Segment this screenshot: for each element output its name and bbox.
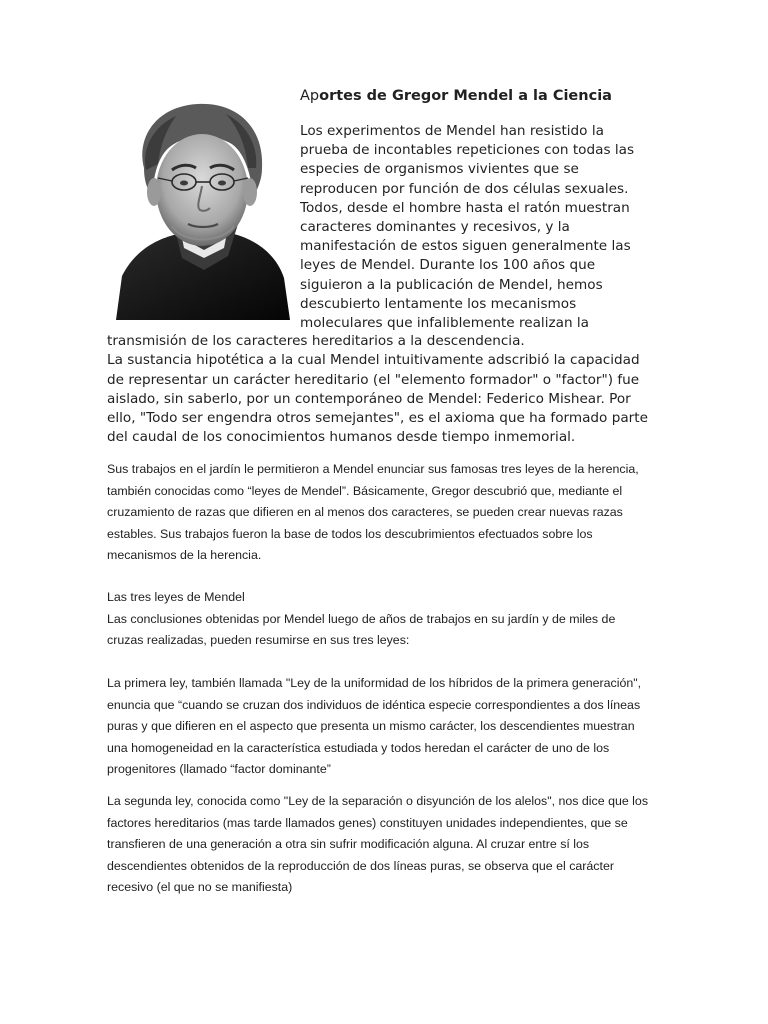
section-line: cruzas realizadas, pueden resumirse en sus tres leyes: <box>107 633 410 648</box>
paragraph-line: La sustancia hipotética a la cual Mendel intuitivamente adscribió la capacidad <box>107 352 640 369</box>
paragraph-line: transfieren de una generación a otra sin sufrir modificación alguna. Al cruzar entre sí los <box>107 837 590 852</box>
page-title <box>300 88 612 104</box>
paragraph-line: recesivo (el que no se manifiesta) <box>107 880 293 895</box>
intro-line: leyes de Mendel. Durante los 100 años que <box>300 257 596 274</box>
intro-line: descubierto lentamente los mecanismos <box>300 295 577 312</box>
intro-paragraph <box>300 122 645 333</box>
paragraph-line: enuncia que “cuando se cruzan dos individuos de idéntica especie correspondientes a dos líneas <box>107 697 641 712</box>
section-heading: Las tres leyes de Mendel <box>107 590 245 604</box>
paragraph-line: La primera ley, también llamada "Ley de la uniformidad de los híbridos de la primera generación", <box>107 676 642 690</box>
paragraph-line: La segunda ley, conocida como "Ley de la separación o disyunción de los alelos", nos dice que los <box>107 794 649 808</box>
paragraph-line: progenitores (llamado “factor dominante” <box>107 762 331 777</box>
intro-line: moleculares que infaliblemente realizan la <box>300 315 589 332</box>
paragraph-line: Sus trabajos en el jardín le permitieron a Mendel enunciar sus famosas tres leyes de la herencia, <box>107 462 639 476</box>
intro-line: prueba de incontables repeticiones con todas las <box>300 142 635 159</box>
section-line: Las conclusiones obtenidas por Mendel luego de años de trabajos en su jardín y de miles de <box>107 611 616 626</box>
title-rest: ortes de Gregor Mendel a la Ciencia <box>319 88 612 104</box>
paragraph-line: ello, "Todo ser engendra otros semejantes", es el axioma que ha formado parte <box>107 410 648 427</box>
continuation-paragraph <box>107 332 667 448</box>
intro-line: caracteres dominantes y recesivos, y la <box>300 219 570 236</box>
mendel-portrait <box>116 98 290 320</box>
paragraph-line: transmisión de los caracteres hereditarios a la descendencia. <box>107 333 525 349</box>
paragraph-line: cruzamiento de razas que difieren en al menos dos caracteres, se pueden crear nuevas razas <box>107 505 623 520</box>
title-prefix: Ap <box>300 88 320 104</box>
paragraph-line: descendientes obtenidos de la reproducción de dos líneas puras, se observa que el carácter <box>107 858 614 873</box>
intro-line: siguieron a la publicación de Mendel, hemos <box>300 276 603 293</box>
intro-line: Los experimentos de Mendel han resistido la <box>300 123 604 139</box>
tres-leyes-section <box>107 587 667 652</box>
intro-line: reproducen por función de dos células sexuales. <box>300 180 629 197</box>
paragraph-line: mecanismos de la herencia. <box>107 548 262 563</box>
paragraph-line: puras y que difieren en el aspecto que presenta un mismo carácter, los descendientes muestran <box>107 719 635 734</box>
intro-line: Todos, desde el hombre hasta el ratón muestran <box>300 199 630 216</box>
segunda-ley-paragraph <box>107 791 667 899</box>
intro-line: especies de organismos vivientes que se <box>300 161 579 178</box>
primera-ley-paragraph <box>107 673 667 781</box>
paragraph-line: factores hereditarios (mas tarde llamados genes) constituyen unidades independientes, que se <box>107 815 628 830</box>
herencia-paragraph <box>107 459 667 567</box>
paragraph-line: aislado, sin saberlo, por un contemporáneo de Mendel: Federico Mishear. Por <box>107 390 631 407</box>
paragraph-line: de representar un carácter hereditario (el "elemento formador" o "factor") fue <box>107 371 640 388</box>
intro-line: manifestación de estos siguen generalmente las <box>300 238 631 255</box>
paragraph-line: del caudal de los conocimientos humanos desde tiempo inmemorial. <box>107 429 576 446</box>
paragraph-line: una homogeneidad en la característica estudiada y todos heredan el carácter de uno de los <box>107 740 610 755</box>
paragraph-line: estables. Sus trabajos fueron la base de todos los descubrimientos efectuados sobre los <box>107 526 593 541</box>
paragraph-line: también conocidas como “leyes de Mendel”. Básicamente, Gregor descubrió que, mediante el <box>107 483 623 498</box>
